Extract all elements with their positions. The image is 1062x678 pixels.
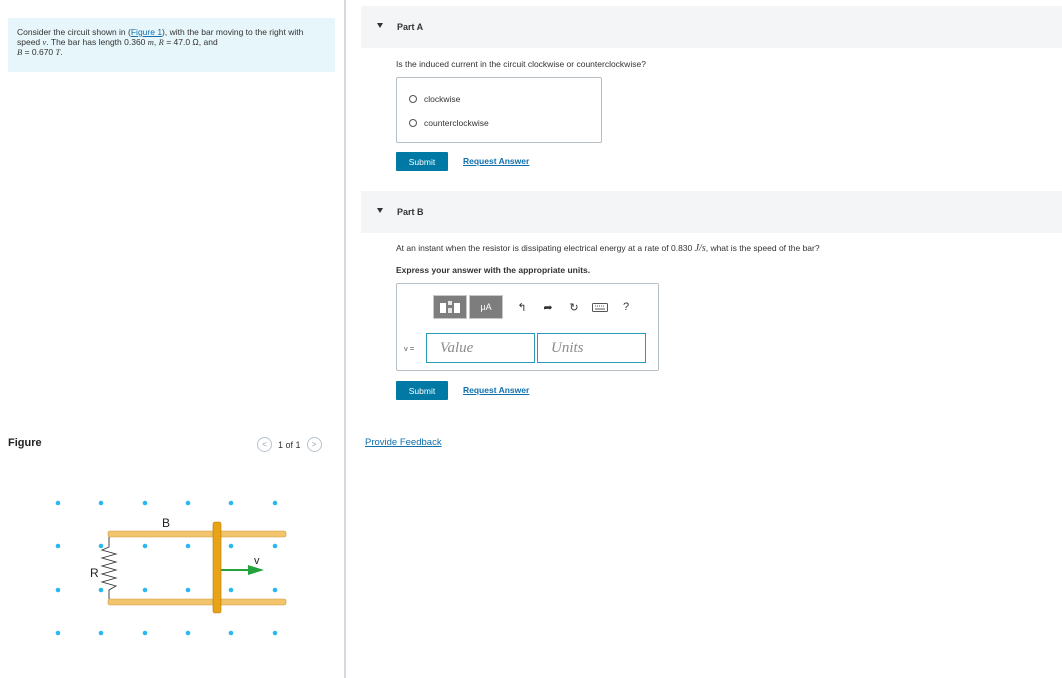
question-text: , what is the speed of the bar? [705, 243, 820, 253]
question-unit: J/s [694, 243, 706, 254]
part-a-title: Part A [397, 22, 424, 32]
problem-text: = 0.670 [22, 47, 56, 57]
figure-pager [257, 437, 322, 452]
option-label: clockwise [424, 94, 461, 104]
figure-page-count: 1 of 1 [278, 439, 301, 450]
part-b-header[interactable] [361, 191, 1062, 233]
right-panel [346, 0, 1062, 678]
option-counterclockwise[interactable] [409, 118, 489, 128]
prev-figure-button[interactable]: < [257, 437, 272, 452]
resistance-variable: R [158, 37, 164, 47]
field-unit: T [55, 47, 61, 57]
length-unit: m [147, 37, 154, 47]
figure-link[interactable]: Figure 1 [130, 27, 163, 37]
resistor [102, 537, 116, 599]
collapse-triangle-icon [377, 23, 383, 28]
option-label: counterclockwise [424, 118, 489, 128]
moving-bar [213, 522, 221, 613]
part-a-header[interactable] [361, 6, 1062, 48]
part-b-request-answer-link[interactable]: Request Answer [463, 385, 530, 395]
value-input[interactable]: Value [426, 333, 535, 363]
units-input[interactable]: Units [537, 333, 646, 363]
part-b-instruction: Express your answer with the appropriate units. [396, 265, 591, 275]
part-a-options [396, 77, 602, 143]
collapse-triangle-icon [377, 208, 383, 213]
next-figure-button[interactable]: > [307, 437, 322, 452]
problem-text: = 47.0 Ω, and [163, 37, 218, 47]
part-b-submit-button[interactable]: Submit [396, 381, 448, 400]
answer-box [396, 283, 659, 371]
top-rail [108, 531, 286, 537]
problem-text: , [153, 37, 159, 47]
problem-text: . [60, 47, 63, 57]
radio-button[interactable] [409, 119, 417, 127]
radio-button[interactable] [409, 95, 417, 103]
figure-title: Figure [8, 437, 42, 449]
part-a-question: Is the induced current in the circuit clockwise or counterclockwise? [396, 59, 646, 69]
units-button[interactable]: μA [469, 295, 503, 319]
speed-variable: v [42, 37, 47, 47]
keyboard-shape [592, 303, 608, 312]
left-panel [0, 0, 344, 678]
math-toolbar [433, 295, 639, 319]
keyboard-icon[interactable] [587, 295, 613, 319]
provide-feedback-link[interactable]: Provide Feedback [365, 437, 442, 448]
help-icon[interactable]: ? [622, 301, 630, 313]
part-a-request-answer-link[interactable]: Request Answer [463, 156, 530, 166]
field-variable: B [17, 47, 23, 57]
problem-text: ), with the bar moving to the right with speed [17, 27, 304, 47]
part-b-title: Part B [397, 207, 424, 217]
variable-label: v = [404, 344, 415, 353]
field-label: B [162, 516, 171, 530]
option-clockwise[interactable] [409, 94, 460, 104]
part-b-question [396, 243, 820, 254]
problem-text: Consider the circuit shown in ( [17, 27, 131, 37]
reset-icon[interactable]: ↻ [569, 301, 579, 314]
question-text: At an instant when the resistor is dissipating electrical energy at a rate of 0.830 [396, 243, 695, 253]
template-icon [439, 300, 461, 314]
template-button[interactable] [433, 295, 467, 319]
undo-icon[interactable]: ↰ [517, 301, 527, 314]
redo-icon[interactable]: ➦ [543, 301, 553, 314]
part-a-submit-button[interactable]: Submit [396, 152, 448, 171]
problem-statement [8, 18, 335, 72]
velocity-label: v [254, 555, 260, 567]
problem-text: . The bar has length 0.360 [46, 37, 148, 47]
resistor-label: R [90, 566, 99, 580]
bottom-rail [108, 599, 286, 605]
circuit-figure [40, 490, 300, 650]
